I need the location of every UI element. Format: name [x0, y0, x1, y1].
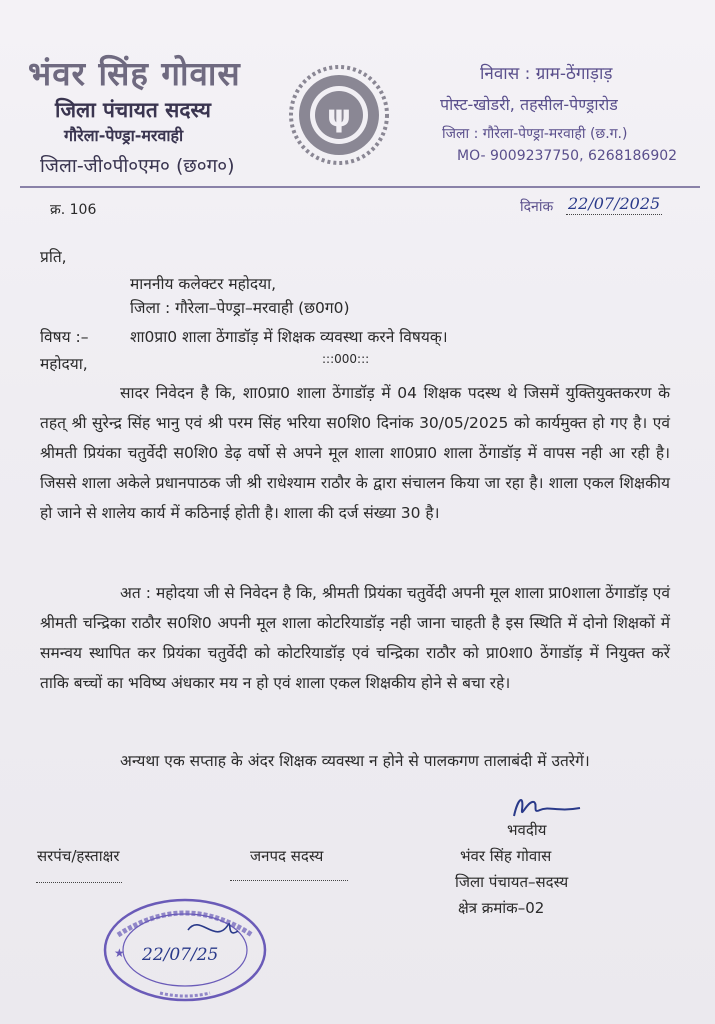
date-label: दिनांक	[520, 199, 554, 215]
sarpanch-label: सरपंच/हस्ताक्षर	[37, 847, 120, 865]
reference-number: क्र. 106	[50, 202, 97, 218]
addressee-line-2: जिला : गौरेला–पेण्ड्रा–मरवाही (छ0ग0)	[130, 299, 350, 317]
separator: :::000:::	[322, 352, 370, 366]
logo-glyph: ψ	[327, 99, 351, 134]
letterhead-district: गौरेला-पेण्ड्रा-मरवाही	[64, 126, 184, 145]
janpad-sign-line	[230, 880, 348, 881]
signer-name: भंवर सिंह गोवास	[460, 847, 552, 865]
body-paragraph-1: सादर निवेदन है कि, शा0प्रा0 शाला ठेंगाडॉड़ में 04 शिक्षक पदस्थ थे जिसमें युक्तियुक्तकरण के तहत् श्री सुरेन्द्र सिंह भानु एवं श्री परम सिंह भरिया स0शि0 दिनांक 30/05/2025 को कार्यमुक्त हो गए है। एवं श्रीमती प्रियंका चतुर्वेदी स0शि0 डेढ़ वर्षो से अपने मूल शाला शा0प्रा0 शाला ठेंगाडॉड़ में वापस नही आ रही है। जिससे शाला अकेले प्रधानपाठक जी श्री राधेश्याम राठौर के द्वारा संचालन किया जा रहा है। शाला एकल शिक्षकीय हो जाने से शालेय कार्य में कठिनाई होती है। शाला की दर्ज संख्या 30 है।	[40, 384, 670, 522]
addressee-line-1: माननीय कलेक्टर महोदया,	[130, 275, 277, 293]
signature-scribble-icon	[508, 790, 588, 822]
letterhead-divider	[20, 186, 700, 188]
svg-text:★: ★	[114, 946, 125, 960]
janpad-label: जनपद सदस्य	[250, 847, 324, 865]
body-paragraph-2: अत : महोदया जी से निवेदन है कि, श्रीमती प्रियंका चतुर्वेदी अपनी मूल शाला प्रा0शाला ठेंगाडॉड़ एवं श्रीमती चन्द्रिका राठौर स0शि0 अपनी मूल शाला कोटरियाडॉड़ नही जाना चाहती है इस स्थिति में दोनो शिक्षकों में समन्वय स्थापित कर प्रियंका चतुर्वेदी को कोटरियाडॉड़ एवं चन्द्रिका राठौर को प्रा0शा0 ठेंगाडॉड़ में नियुक्त करें ताकि बच्चों का भविष्य अंधकार मय न हो एवं शाला एकल शिक्षकीय होने से बचा रहे।	[40, 584, 670, 692]
salutation: महोदया,	[40, 355, 88, 373]
closing-bhavdiya: भवदीय	[507, 821, 547, 839]
signer-role: जिला पंचायत–सदस्य	[455, 873, 569, 891]
received-stamp	[100, 895, 270, 1005]
letterhead-residence: निवास : ग्राम-ठेंगाड़ाड़	[480, 64, 613, 84]
body-paragraph-3: अन्यथा एक सप्ताह के अंदर शिक्षक व्यवस्था न होने से पालकगण तालाबंदी में उतरेगें।	[120, 752, 590, 770]
stamp-date: 22/07/25	[142, 945, 219, 965]
letterhead-district-code: जिला-जी०पी०एम० (छ०ग०)	[40, 155, 235, 177]
signer-area: क्षेत्र क्रमांक–02	[458, 899, 545, 917]
letterhead-district-address: जिला : गौरेला-पेण्ड्रा-मरवाही (छ.ग.)	[442, 126, 628, 142]
subject-label: विषय :–	[40, 328, 89, 346]
letterhead-mobile: MO- 9009237750, 6268186902	[457, 148, 678, 164]
prati-label: प्रति,	[40, 248, 67, 266]
subject-text: शा0प्रा0 शाला ठेंगाडॉड़ में शिक्षक व्यवस्था करने विषयक्।	[130, 328, 448, 346]
sarpanch-sign-line	[36, 882, 122, 883]
date-underline	[566, 214, 662, 215]
date-value: 22/07/2025	[568, 194, 661, 213]
panchayat-logo-icon	[288, 64, 390, 166]
letterhead-role: जिला पंचायत सदस्य	[55, 98, 211, 122]
letterhead-post: पोस्ट-खोडरी, तहसील-पेण्ड्रारोड	[440, 95, 618, 114]
letterhead-name: भंवर सिंह गोवास	[28, 54, 241, 93]
